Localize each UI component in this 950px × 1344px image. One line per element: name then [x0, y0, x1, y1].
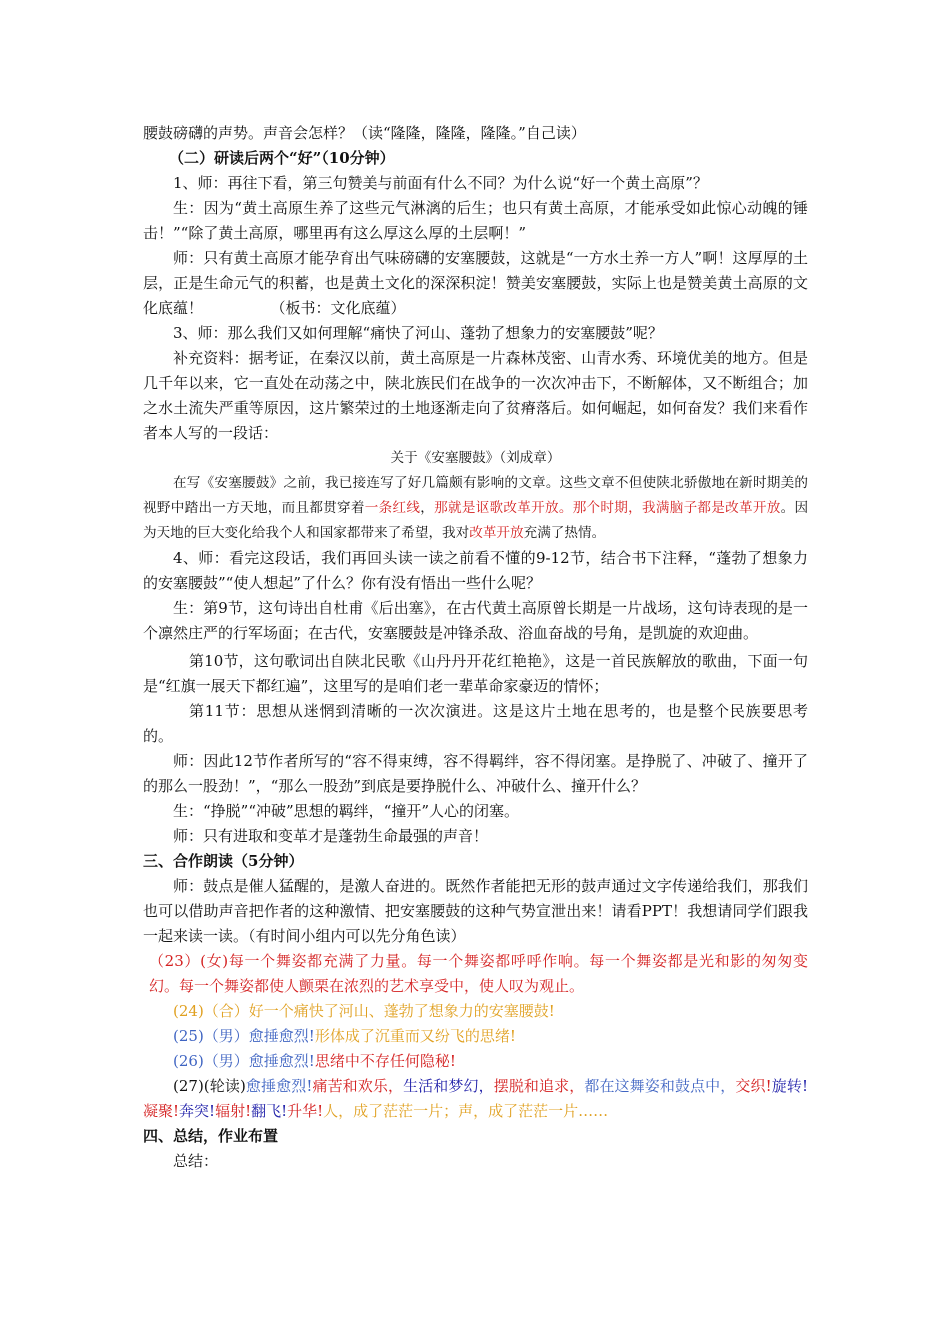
reading-part: (26)（男）愈捶愈烈! — [173, 1052, 315, 1070]
text-paragraph: 4、师：看完这段话，我们再回头读一读之前看不懂的9-12节，结合书下注释，“蓬勃了想象力的安塞腰鼓”“使人想起”了什么？你有没有悟出一些什么呢？ — [143, 549, 808, 592]
section-heading-cooperative-reading: 三、合作朗读（5分钟） — [143, 852, 304, 870]
text-paragraph: 师：只有黄土高原才能孕育出气味磅礴的安塞腰鼓，这就是“一方水土养一方人”啊！这厚厚的土层，正是生命元气的积蓄，也是黄土文化的深深积淀！赞美安塞腰鼓，实际上也是赞美黄土高原的文化底蕴！ （板书：文化底蕴） — [143, 249, 808, 317]
reading-line-23: （23）(女)每一个舞姿都充满了力量。每一个舞姿都呼呼作响。每一个舞姿都是光和影的匆匆变幻。每一个舞姿都使人颤栗在浓烈的艺术享受中，使人叹为观止。 — [149, 952, 808, 995]
reading-part: 奔突! — [179, 1102, 216, 1120]
reading-part: 辐射! — [215, 1102, 252, 1120]
text-paragraph: 生：“挣脱”“冲破”思想的羁绊，“撞开”人心的闭塞。 — [173, 802, 520, 820]
quote-highlight: 一条红线 — [364, 500, 421, 516]
quote-highlight: 那就是讴歌改革开放。那个时期，我满脑子都是改革开放 — [434, 500, 781, 516]
text-paragraph: 生：因为“黄土高原生养了这些元气淋漓的后生；也只有黄土高原，才能承受如此惊心动魄的锤击！”“除了黄土高原，哪里再有这么厚这么厚的土层啊！” — [143, 199, 808, 242]
reading-part: (25)（男）愈捶愈烈! — [173, 1027, 315, 1045]
text-paragraph: 师：鼓点是催人猛醒的，是激人奋进的。既然作者能把无形的鼓声通过文字传递给我们，那我们也可以借助声音把作者的这种激情、把安塞腰鼓的这种气势宣泄出来！请看PPT！我想请同学们跟我一起来读一读。（有时间小组内可以先分角色读） — [143, 877, 808, 945]
reading-part: 思绪中不存任何隐秘! — [314, 1052, 456, 1070]
reading-line-26 — [143, 1049, 808, 1074]
reading-part: 愈捶愈烈! — [245, 1077, 313, 1095]
reading-part: 交织! — [735, 1077, 772, 1095]
reading-part: 翻飞! — [251, 1102, 288, 1120]
reading-line-24: (24)（合）好一个痛快了河山、蓬勃了想象力的安塞腰鼓! — [173, 1002, 555, 1020]
section-heading-two-goods: （二）研读后两个“好”（10分钟） — [169, 149, 395, 167]
text-paragraph: 1、师：再往下看，第三句赞美与前面有什么不同？为什么说“好一个黄土高原”？ — [173, 174, 708, 192]
reading-part: 痛苦和欢乐， — [312, 1077, 404, 1095]
quote-text: ， — [420, 500, 435, 516]
reading-part: 人，成了茫茫一片；声，成了茫茫一片…… — [323, 1102, 609, 1120]
author-quote — [143, 471, 808, 546]
reading-part: 摆脱和追求， — [493, 1077, 585, 1095]
document-body — [143, 121, 808, 1174]
reading-part: 凝聚! — [143, 1102, 180, 1120]
quote-text: 在写《安塞腰鼓》之前，我已接连写了好几篇颇有影响的文章。这些文章不但使陕北骄傲地在新时期美的视野中踏出一方天地，而且都贯穿着 — [143, 475, 808, 516]
text-paragraph: 师：因此12节作者所写的“容不得束缚，容不得羁绊，容不得闭塞。是挣脱了、冲破了、撞开了的那么一股劲！”，“那么一股劲”到底是要挣脱什么、冲破什么、撞开什么？ — [143, 752, 808, 795]
quote-text: 充满了热情。 — [523, 525, 606, 541]
reading-part: 升华! — [287, 1102, 324, 1120]
text-paragraph: 第11节：思想从迷惘到清晰的一次次演进。这是这片土地在思考的，也是整个民族要思考的。 — [143, 702, 808, 745]
section-heading-summary: 四、总结，作业布置 — [143, 1127, 279, 1145]
quote-highlight: 改革开放 — [469, 525, 524, 541]
text-paragraph: 腰鼓磅礴的声势。声音会怎样？（读“隆隆，隆隆，隆隆。”自己读） — [143, 124, 586, 142]
reading-part: (27)(轮读) — [173, 1077, 246, 1095]
text-paragraph: 3、师：那么我们又如何理解“痛快了河山、蓬勃了想象力的安塞腰鼓”呢？ — [173, 324, 663, 342]
supplementary-material: 补充资料：据考证，在秦汉以前，黄土高原是一片森林茂密、山青水秀、环境优美的地方。但是几千年以来，它一直处在动荡之中，陕北族民们在战争的一次次冲击下，不断解体，又不断组合；加之水土流失严重等原因，这片繁荣过的土地逐渐走向了贫瘠落后。如何崛起，如何奋发？我们来看作者本人写的一段话： — [143, 349, 808, 442]
summary-label: 总结： — [173, 1152, 219, 1170]
reading-part: 形体成了沉重而又纷飞的思绪! — [314, 1027, 516, 1045]
reading-line-25 — [143, 1024, 808, 1049]
reading-part: 都在这舞姿和鼓点中， — [584, 1077, 736, 1095]
text-paragraph: 师：只有进取和变革才是蓬勃生命最强的声音！ — [173, 827, 489, 845]
text-paragraph: 第10节，这句歌词出自陕北民歌《山丹丹开花红艳艳》，这是一首民族解放的歌曲，下面一句是“红旗一展天下都红遍”，这里写的是咱们老一辈革命家豪迈的情怀； — [143, 652, 808, 695]
reading-part: 生活和梦幻， — [403, 1077, 494, 1095]
quote-title: 关于《安塞腰鼓》（刘成章） — [390, 450, 561, 466]
reading-line-27 — [143, 1074, 808, 1124]
quote-text: 。因为天地的巨大变化给我个人和国家都带来了希望，我对 — [143, 500, 809, 541]
reading-part: 旋转! — [771, 1077, 808, 1095]
text-paragraph: 生：第9节，这句诗出自杜甫《后出塞》，在古代黄土高原曾长期是一片战场，这句诗表现的是一个凛然庄严的行军场面；在古代，安塞腰鼓是冲锋杀敌、浴血奋战的号角，是凯旋的欢迎曲。 — [143, 599, 808, 642]
